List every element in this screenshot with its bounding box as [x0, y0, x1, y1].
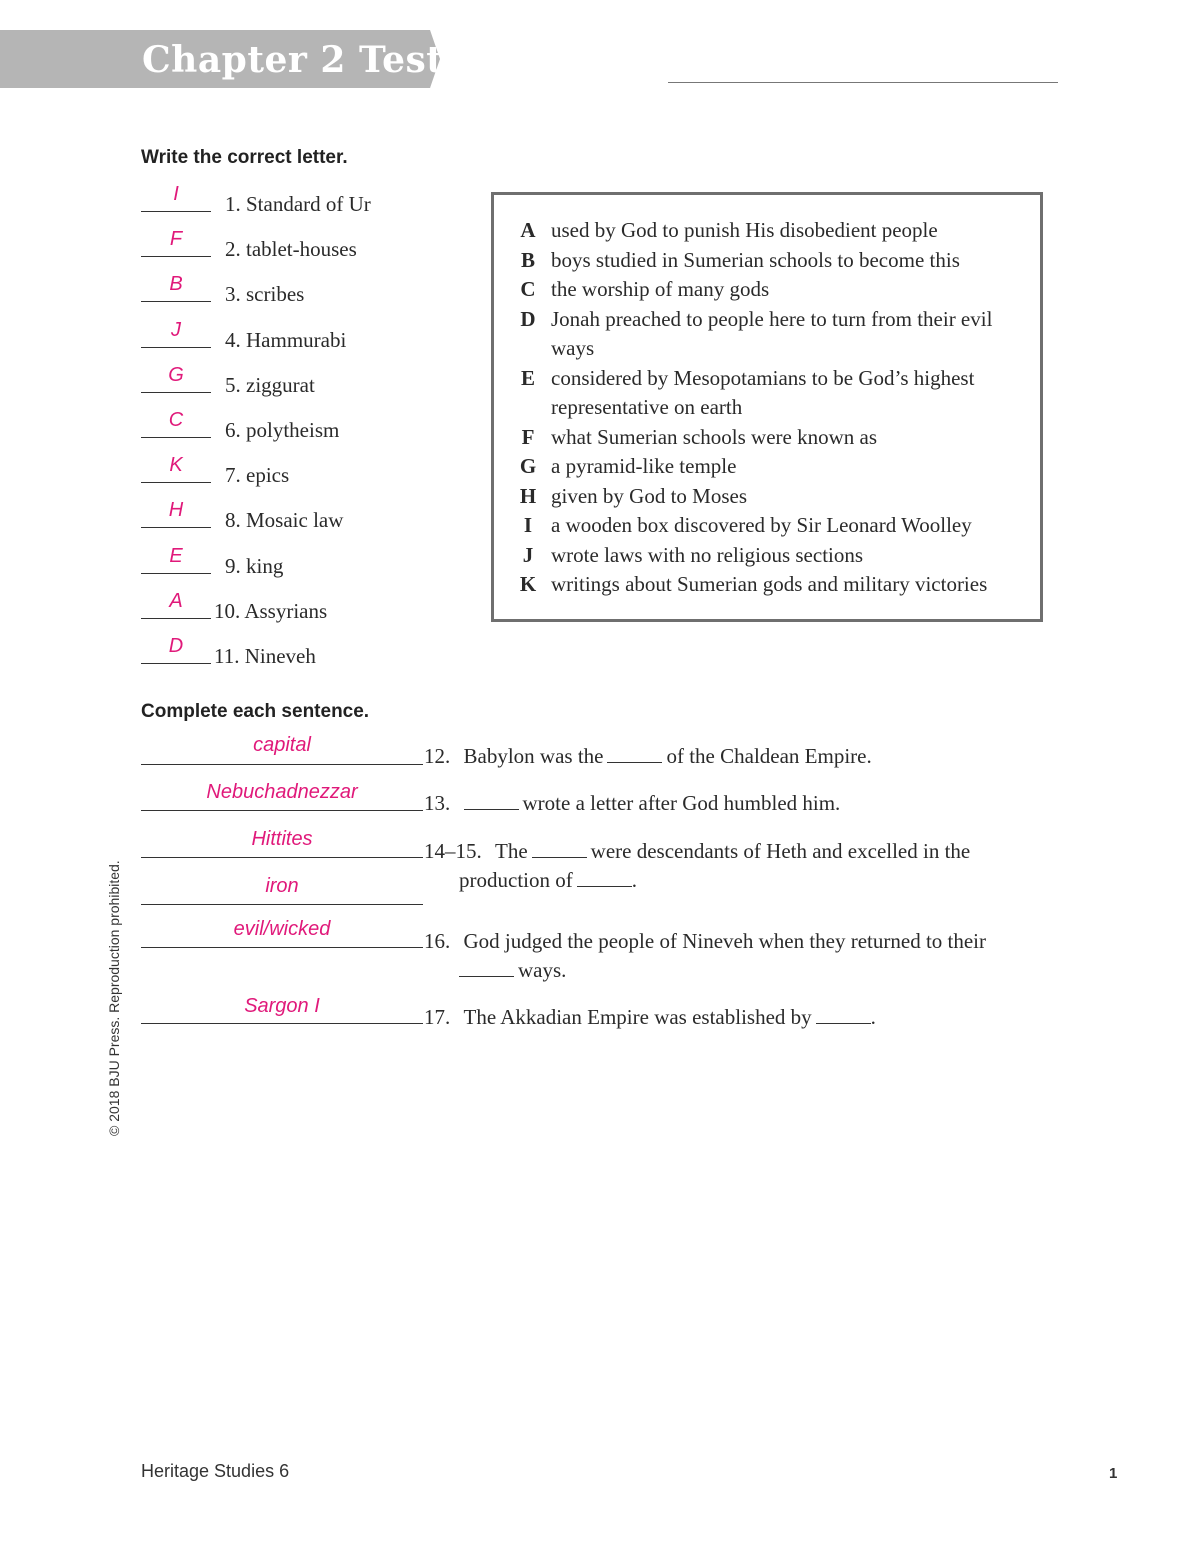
definition-letter: G: [519, 454, 537, 478]
definition-text: Jonah preached to people here to turn from their evil ways: [551, 306, 993, 360]
inline-blank: [464, 793, 519, 810]
question-16: [424, 929, 986, 954]
matching-term: [214, 644, 316, 669]
matching-answer: K: [169, 454, 183, 477]
inline-blank: [459, 960, 514, 977]
item-number: 7.: [225, 463, 241, 488]
copyright-notice: © 2018 BJU Press. Reproduction prohibited.: [106, 860, 122, 1136]
question-17: [424, 1005, 876, 1030]
matching-answer: A: [169, 589, 183, 612]
matching-term: [225, 328, 346, 353]
term-text: scribes: [246, 282, 305, 307]
term-text: ziggurat: [246, 372, 315, 397]
answer-blank[interactable]: [141, 347, 211, 348]
definition-text: boys studied in Sumerian schools to become this: [551, 247, 960, 272]
answer-blank[interactable]: [141, 256, 211, 257]
inline-blank: [607, 746, 662, 763]
answer-blank[interactable]: [141, 527, 211, 528]
matching-answer: D: [168, 635, 184, 657]
matching-answer: G: [168, 363, 184, 386]
question-text: were descendants of Heth and excelled in the: [590, 839, 971, 863]
answer-blank[interactable]: [141, 764, 423, 765]
matching-term: [225, 508, 343, 533]
term-text: Standard of Ur: [246, 192, 371, 216]
definition-text: wrote laws with no religious sections: [551, 542, 864, 567]
question-text: .: [631, 868, 637, 892]
question-16-line2: [459, 958, 566, 983]
completion-answer: Hittites: [251, 828, 313, 850]
inline-blank: [532, 841, 587, 858]
item-number: 4.: [225, 327, 241, 352]
matching-answer: I: [173, 183, 179, 205]
item-number: 10.: [214, 598, 241, 623]
book-title: Heritage Studies 6: [141, 1461, 290, 1481]
term-text: tablet-houses: [246, 237, 357, 262]
item-number: 6.: [225, 418, 241, 442]
answer-blank[interactable]: [141, 1023, 423, 1024]
matching-answer: J: [171, 318, 181, 341]
question-text: The: [495, 839, 528, 863]
question-text: God judged the people of Nineveh when they returned to their: [463, 929, 987, 953]
answer-blank[interactable]: [141, 482, 211, 483]
matching-term: [225, 554, 283, 579]
inline-blank: [816, 1007, 871, 1024]
completion-answer: iron: [265, 875, 299, 897]
answer-blank[interactable]: [141, 904, 423, 905]
completion-answer: Sargon I: [244, 995, 320, 1017]
matching-term: [225, 237, 357, 262]
answer-blank[interactable]: [141, 947, 423, 948]
answer-blank[interactable]: [141, 437, 211, 438]
answer-blank[interactable]: [141, 573, 211, 574]
answer-blank[interactable]: [141, 663, 211, 664]
answer-blank[interactable]: [141, 618, 211, 619]
name-line[interactable]: [668, 82, 1058, 83]
definition-letter: D: [520, 306, 536, 331]
definition-text: considered by Mesopotamians to be God’s highest representative on earth: [551, 365, 975, 419]
definition-text: used by God to punish His disobedient people: [551, 218, 938, 242]
item-number: 2.: [225, 237, 241, 262]
question-text: .: [870, 1005, 876, 1029]
definition-text: a wooden box discovered by Sir Leonard Woolley: [551, 513, 972, 537]
inline-blank: [577, 870, 632, 887]
matching-term: [225, 282, 304, 307]
definition-text: what Sumerian schools were known as: [551, 424, 878, 449]
answer-blank[interactable]: [141, 857, 423, 858]
item-number: 8.: [225, 508, 241, 533]
definition-text: a pyramid-like temple: [551, 454, 737, 478]
matching-term: [225, 373, 315, 398]
question-14-15-line2: [459, 868, 637, 893]
item-number: 5.: [225, 372, 241, 397]
question-text: The Akkadian Empire was established by: [463, 1005, 812, 1029]
question-number: 12.: [424, 744, 451, 768]
question-14-15: [424, 839, 970, 864]
answer-blank[interactable]: [141, 810, 423, 811]
term-text: Assyrians: [244, 598, 328, 623]
definition-letter: C: [520, 277, 536, 301]
definition-letter: E: [520, 365, 535, 390]
matching-term: [225, 463, 289, 488]
term-text: Hammurabi: [246, 327, 347, 352]
completion-answer: Nebuchadnezzar: [206, 781, 358, 803]
matching-term: [225, 192, 371, 217]
definition-letter: F: [521, 424, 535, 449]
matching-answer: C: [168, 409, 184, 431]
term-text: Mosaic law: [246, 508, 344, 533]
question-number: 17.: [424, 1005, 451, 1029]
definition-text: given by God to Moses: [551, 483, 747, 508]
definition-letter: K: [519, 572, 537, 596]
question-text: Babylon was the: [463, 744, 604, 768]
matching-answer: E: [169, 544, 183, 567]
question-text: of the Chaldean Empire.: [666, 744, 872, 768]
term-text: king: [246, 553, 284, 578]
definition-letter: J: [522, 542, 534, 567]
question-number: 13.: [424, 791, 451, 815]
matching-instruction: Write the correct letter.: [141, 147, 348, 168]
completion-instruction: Complete each sentence.: [141, 701, 370, 722]
answer-blank[interactable]: [141, 301, 211, 302]
item-number: 3.: [225, 282, 241, 307]
item-number: 11.: [214, 644, 240, 668]
question-number: 14–15.: [424, 839, 482, 863]
definition-text: the worship of many gods: [551, 277, 770, 301]
definition-letter: A: [520, 218, 536, 242]
page-number: 1: [1109, 1465, 1118, 1482]
matching-answer: F: [169, 228, 183, 251]
matching-term: [214, 599, 327, 624]
item-number: 1.: [225, 192, 241, 216]
matching-answer: B: [169, 273, 183, 296]
question-number: 16.: [424, 929, 451, 953]
answer-blank[interactable]: [141, 392, 211, 393]
question-text: ways.: [518, 958, 567, 982]
term-text: polytheism: [246, 418, 340, 442]
definition-letter: I: [523, 513, 533, 537]
question-12: [424, 744, 872, 769]
completion-answer: evil/wicked: [233, 918, 331, 940]
answer-blank[interactable]: [141, 211, 211, 212]
page-title: Chapter 2 Test: [142, 39, 444, 81]
definition-letter: H: [519, 483, 537, 508]
item-number: 9.: [225, 553, 241, 578]
matching-term: [225, 418, 339, 443]
question-13: [424, 791, 840, 816]
completion-answer: capital: [253, 734, 311, 756]
definition-text: writings about Sumerian gods and military victories: [551, 572, 988, 596]
matching-answer: H: [168, 499, 184, 522]
question-text: wrote a letter after God humbled him.: [522, 791, 841, 815]
term-text: epics: [246, 463, 290, 488]
term-text: Nineveh: [244, 644, 316, 668]
definition-letter: B: [520, 247, 535, 272]
question-text: production of: [459, 868, 573, 892]
